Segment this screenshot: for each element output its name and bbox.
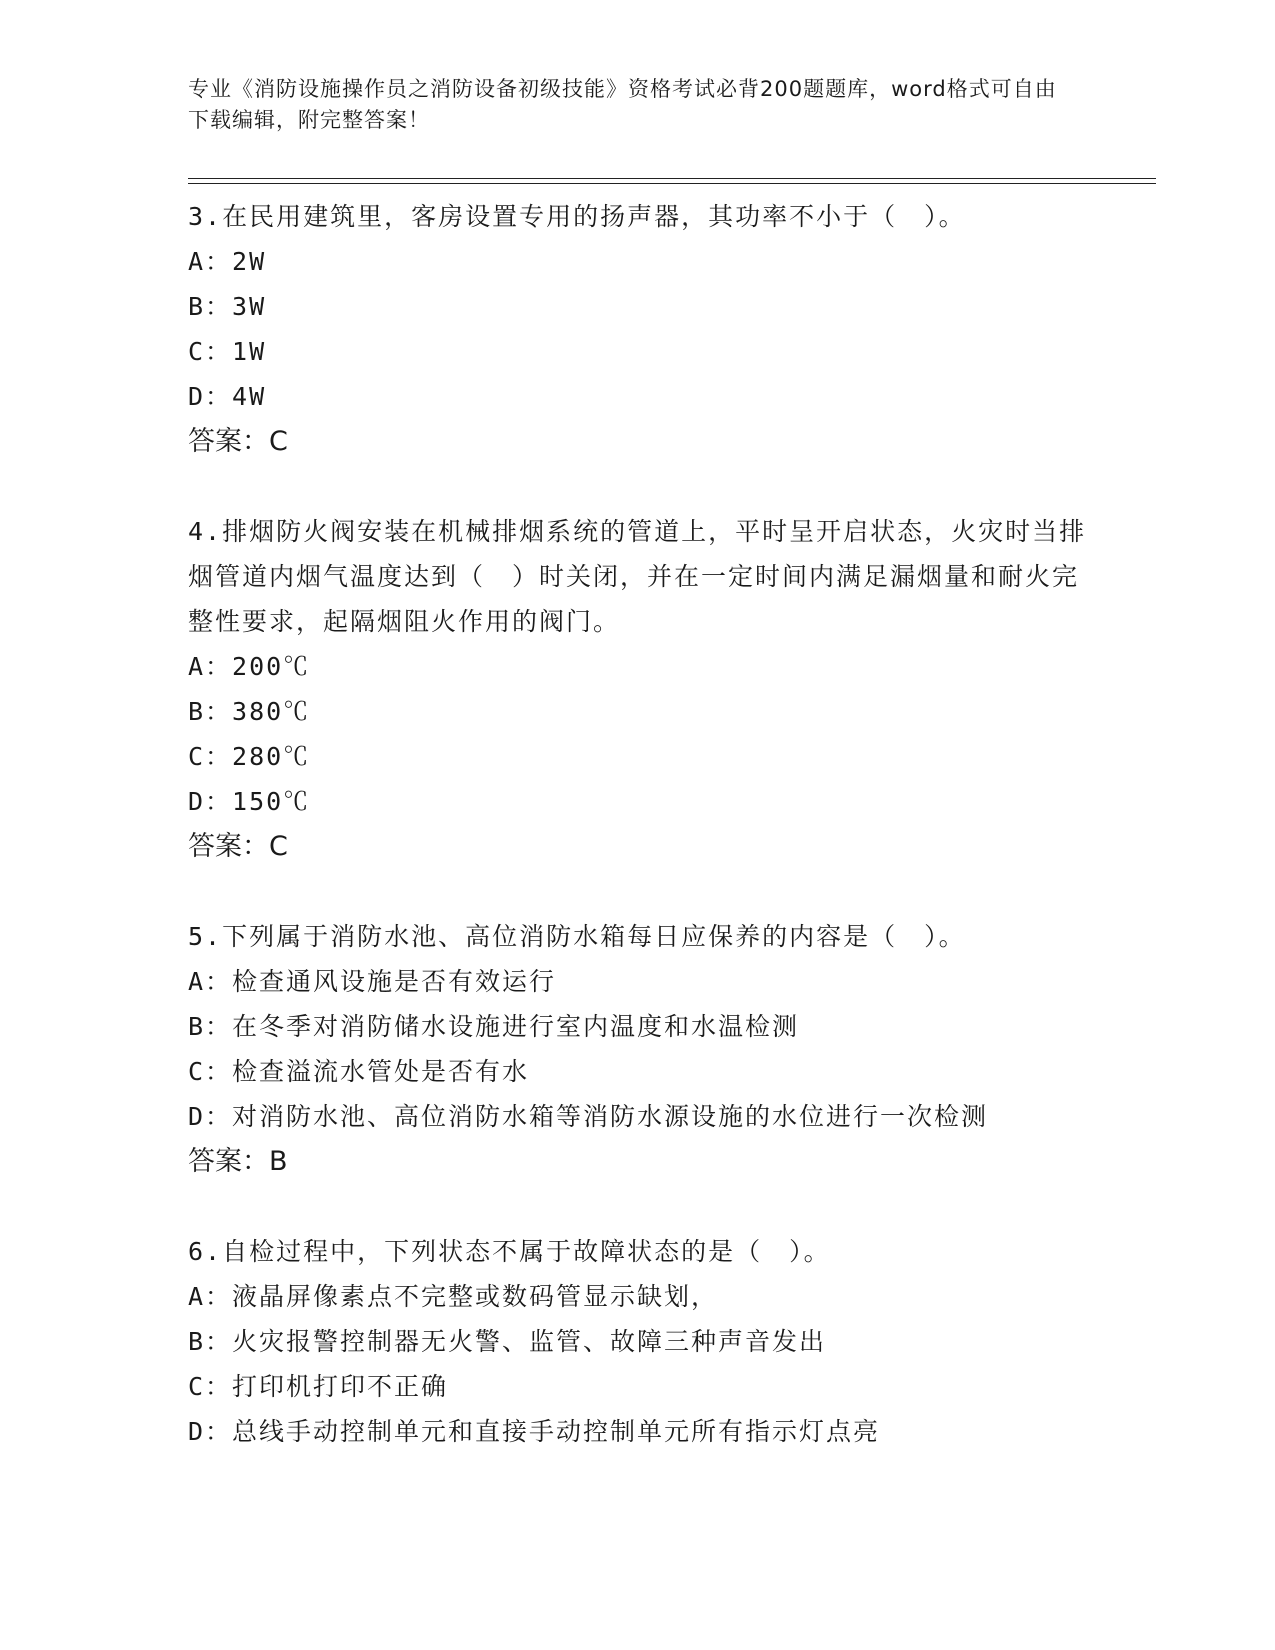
question-spacer: [188, 465, 1088, 509]
answer-line: 答案：C: [188, 831, 288, 862]
question-6: [188, 1229, 1088, 1454]
answer-line: 答案：B: [188, 1146, 288, 1177]
question-5: [188, 914, 1088, 1185]
question-4: [188, 509, 1088, 870]
option-c: C：1W: [188, 337, 267, 366]
document-header: 专业《消防设施操作员之消防设备初级技能》资格考试必背200题题库，word格式可自由下载编辑，附完整答案！: [188, 77, 1057, 132]
answer-line: 答案：C: [188, 426, 288, 457]
option-c: C：检查溢流水管处是否有水: [188, 1057, 530, 1086]
question-stem: 4.排烟防火阀安装在机械排烟系统的管道上，平时呈开启状态，火灾时当排烟管道内烟气温度达到（ ）时关闭，并在一定时间内满足漏烟量和耐火完整性要求，起隔烟阻火作用的阀门。: [188, 517, 1087, 636]
option-d: D：对消防水池、高位消防水箱等消防水源设施的水位进行一次检测: [188, 1102, 989, 1131]
option-d: D：150℃: [188, 787, 311, 816]
option-a: A：200℃: [188, 652, 311, 681]
header-divider-bottom: [188, 183, 1156, 184]
question-stem: 6.自检过程中，下列状态不属于故障状态的是（ ）。: [188, 1237, 831, 1266]
option-d: D：总线手动控制单元和直接手动控制单元所有指示灯点亮: [188, 1417, 881, 1446]
option-d: D：4W: [188, 382, 267, 411]
header-divider-top: [188, 178, 1156, 179]
question-spacer: [188, 870, 1088, 914]
question-stem: 3.在民用建筑里，客房设置专用的扬声器，其功率不小于（ ）。: [188, 202, 966, 231]
option-b: B：3W: [188, 292, 267, 321]
option-c: C：打印机打印不正确: [188, 1372, 449, 1401]
question-stem: 5.下列属于消防水池、高位消防水箱每日应保养的内容是（ ）。: [188, 922, 966, 951]
question-spacer: [188, 1185, 1088, 1229]
option-a: A：检查通风设施是否有效运行: [188, 967, 557, 996]
option-b: B：火灾报警控制器无火警、监管、故障三种声音发出: [188, 1327, 827, 1356]
question-3: [188, 194, 1088, 465]
option-a: A：液晶屏像素点不完整或数码管显示缺划，: [188, 1282, 719, 1311]
option-b: B：380℃: [188, 697, 311, 726]
option-c: C：280℃: [188, 742, 311, 771]
option-a: A：2W: [188, 247, 267, 276]
question-list: [188, 194, 1088, 1454]
option-b: B：在冬季对消防储水设施进行室内温度和水温检测: [188, 1012, 800, 1041]
